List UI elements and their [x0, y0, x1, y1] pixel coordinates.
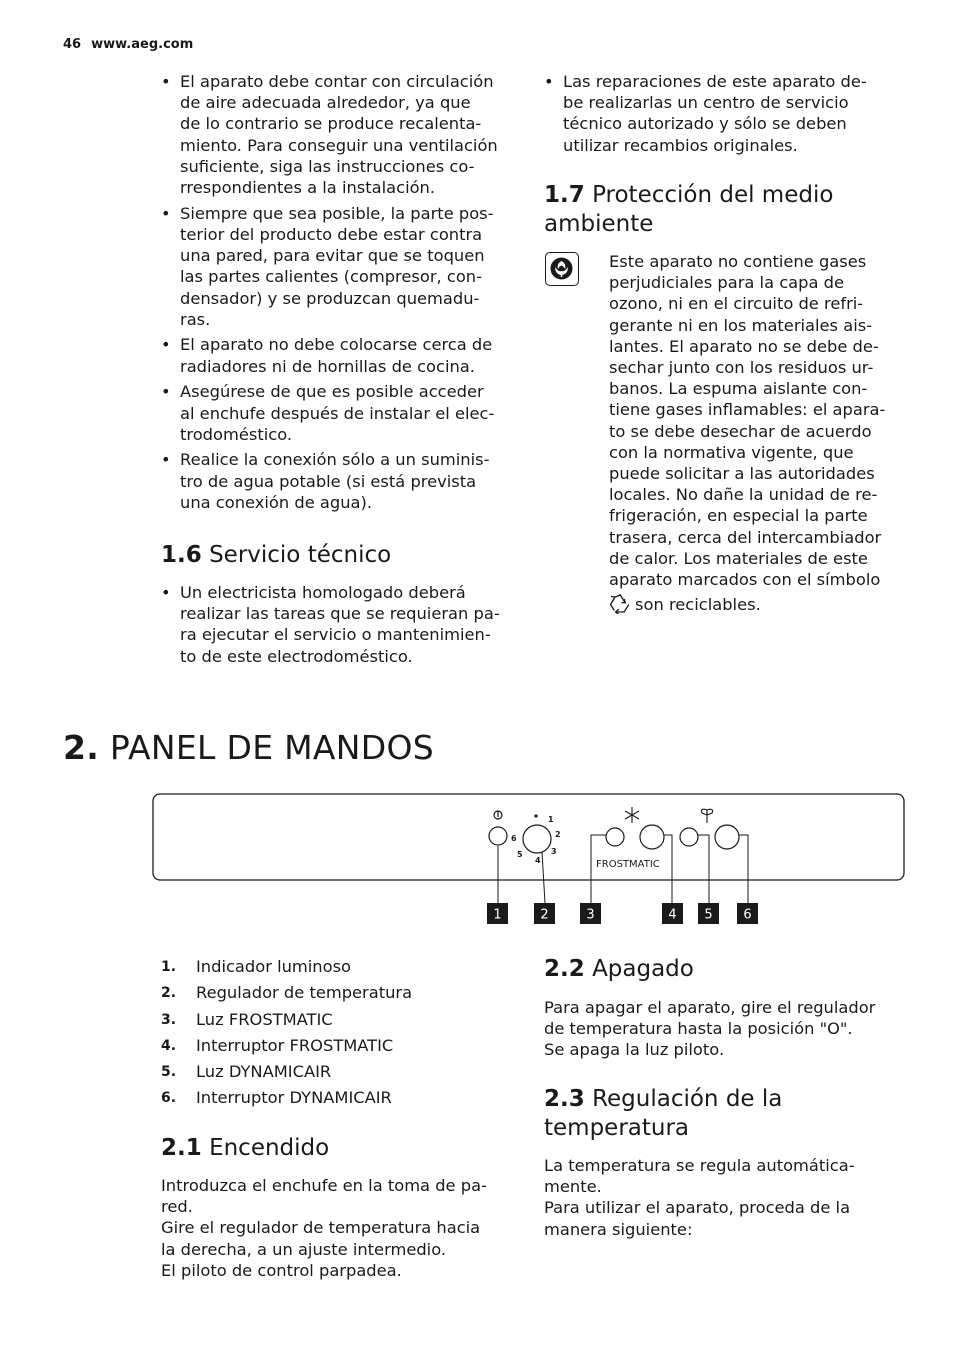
section-title: Apagado [592, 956, 694, 982]
legend-item [161, 954, 513, 980]
legend-item [161, 1033, 513, 1059]
section-text: Introduzca el enchufe en la toma de pa- red. Gire el regulador de temperatura hacia la derecha, a un ajuste intermedio. El piloto de control parpadea. [161, 1176, 487, 1280]
section-2-1-body [161, 1175, 513, 1281]
callout-number: 3 [586, 907, 595, 923]
section-number: 1.6 [161, 542, 202, 568]
legend-number: 3. [161, 1011, 177, 1028]
legend-number: 1. [161, 959, 177, 975]
environment-text: Este aparato no contiene gases perjudiciales para la capa de ozono, ni en el circuito de refri- gerante ni en los materiales ais- lantes. El aparato no se debe de- sechar junto con los residuos ur- banos. La espuma aislante con- tiene gases inflamables: el apara- to se debe desechar de acuerdo con la normativa vigente, que puede solicitar a las autoridades locales. No dañe la unidad de re- frigeración, en especial la parte trasera, cerca del intercambiador de calor. Los materiales de este aparato marcados con el símbolo [609, 252, 886, 590]
section-title: Regulación de la temperatura [544, 1086, 783, 1141]
legend-number: 2. [161, 985, 177, 1002]
section-2-2-heading [544, 955, 898, 984]
frostmatic-label: FROSTMATIC [596, 859, 660, 870]
legend-label: Luz FROSTMATIC [196, 1009, 333, 1029]
environment-text-tail: son reciclables. [635, 595, 761, 615]
section-title: Encendido [209, 1135, 330, 1161]
section-title: Servicio técnico [209, 542, 392, 568]
dial-number: 3 [551, 847, 557, 856]
section-number: 2.2 [544, 956, 585, 982]
indicator-light [489, 827, 507, 845]
chapter-number: 2. [63, 728, 100, 767]
dial-number: 1 [548, 815, 554, 824]
section-1-6-list [161, 582, 513, 671]
legend-item [161, 980, 513, 1006]
dial-number: 5 [517, 850, 523, 859]
section-2-3-body [544, 1155, 898, 1240]
page-header [63, 37, 193, 52]
list-item: • Siempre que sea posible, la parte pos- terior del producto debe estar contra una pared, para evitar que se toquen las partes calientes (compresor, con- densador) y se produzcan quemadu- ras. [161, 203, 513, 330]
section-1-6-heading [161, 541, 513, 570]
list-item: • Realice la conexión sólo a un suminis- tro de agua potable (si está prevista una conexión de agua). [161, 449, 513, 513]
section-number: 2.3 [544, 1086, 585, 1112]
dynamicair-switch[interactable] [715, 825, 739, 849]
dial-number: 2 [555, 830, 561, 839]
section-2-2-body [544, 997, 898, 1061]
legend-number: 5. [161, 1064, 177, 1081]
chapter-title [63, 730, 434, 766]
legend-label: Luz DYNAMICAIR [196, 1062, 332, 1082]
dial-number: 4 [535, 856, 541, 865]
legend-label: Regulador de temperatura [196, 983, 413, 1003]
page-number: 46 [63, 37, 82, 52]
frostmatic-light [606, 828, 624, 846]
section-text: La temperatura se regula automática- mente. Para utilizar el aparato, proceda de la manera siguiente: [544, 1156, 855, 1239]
legend-item [161, 1059, 513, 1085]
right-bullet-list [544, 71, 898, 160]
panel-legend [161, 954, 513, 1112]
section-2-1-heading [161, 1134, 513, 1163]
dial-number: 6 [511, 834, 517, 843]
section-1-7-heading [544, 181, 898, 238]
legend-label: Interruptor FROSTMATIC [196, 1035, 394, 1055]
left-bullet-list [161, 71, 513, 518]
recycle-icon [609, 592, 631, 619]
legend-item [161, 1007, 513, 1033]
environment-leaf-icon [545, 252, 579, 286]
frostmatic-switch[interactable] [640, 825, 664, 849]
callout-number: 2 [540, 907, 549, 923]
dynamicair-light [680, 828, 698, 846]
list-item: • Asegúrese de que es posible acceder al enchufe después de instalar el elec- trodoméstico. [161, 381, 513, 445]
environment-text-end [609, 592, 909, 619]
callout-number: 5 [704, 907, 713, 923]
callout-number: 4 [668, 907, 677, 923]
list-item: • El aparato debe contar con circulación de aire adecuada alrededor, ya que de lo contrario se produce recalenta- miento. Para conseguir una ventilación suficiente, siga las instrucciones co- rrespondientes a la instalación. [161, 71, 513, 198]
section-1-7-body [609, 251, 909, 619]
legend-label: Indicador luminoso [196, 957, 352, 976]
section-title: Protección del medio ambiente [544, 182, 834, 237]
list-item: • El aparato no debe colocarse cerca de radiadores ni de hornillas de cocina. [161, 334, 513, 376]
callout-number: 6 [743, 907, 752, 923]
section-text: Para apagar el aparato, gire el regulador de temperatura hasta la posición "O". Se apaga la luz piloto. [544, 998, 876, 1060]
website-link[interactable]: www.aeg.com [91, 37, 194, 52]
list-item: • Las reparaciones de este aparato de- be realizarlas un centro de servicio técnico autorizado y sólo se deben utilizar recambios originales. [544, 71, 898, 156]
legend-item [161, 1085, 513, 1111]
list-item: • Un electricista homologado deberá realizar las tareas que se requieran pa- ra ejecutar el servicio o mantenimien- to de este electrodoméstico. [161, 582, 513, 667]
section-number: 2.1 [161, 1135, 202, 1161]
section-2-3-heading [544, 1085, 898, 1142]
legend-number: 6. [161, 1090, 177, 1107]
chapter-title-text: PANEL DE MANDOS [109, 728, 434, 767]
control-panel-diagram [150, 790, 910, 930]
callout-number: 1 [493, 907, 502, 923]
legend-label: Interruptor DYNAMICAIR [196, 1088, 392, 1108]
legend-number: 4. [161, 1037, 177, 1054]
section-number: 1.7 [544, 182, 585, 208]
